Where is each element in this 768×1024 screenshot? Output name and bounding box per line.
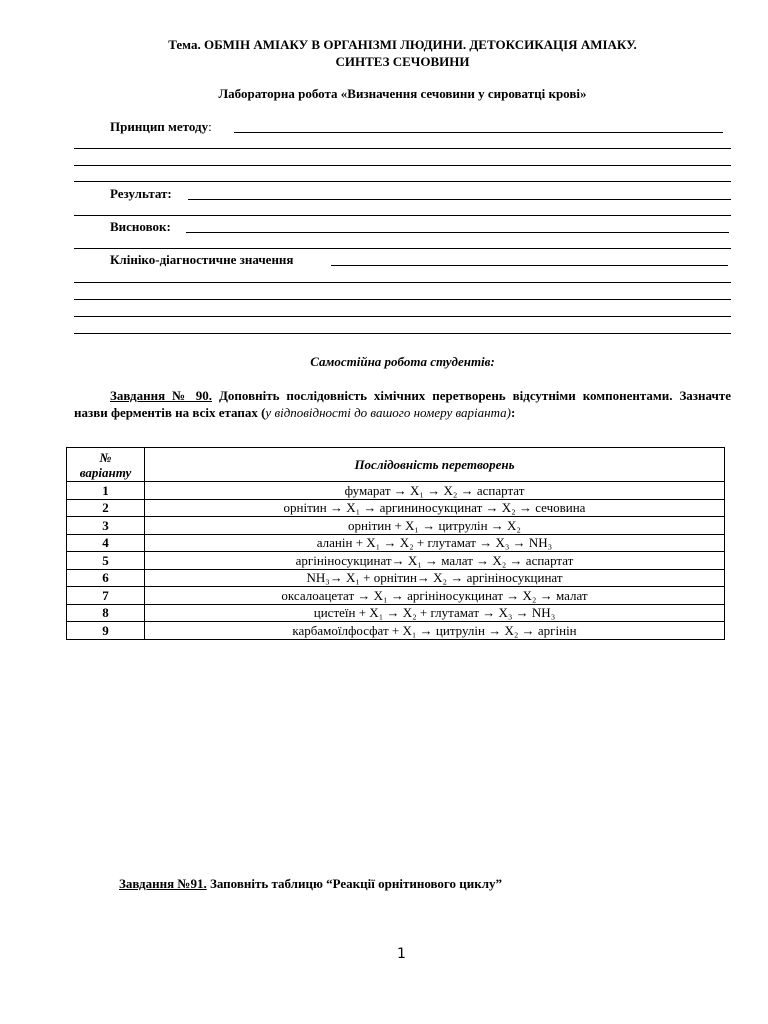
answer-line[interactable] <box>74 316 731 317</box>
table-row <box>67 569 725 587</box>
row-num: 7 <box>67 587 145 605</box>
page-title <box>0 36 768 70</box>
row-num: 1 <box>67 482 145 500</box>
task-90 <box>74 387 731 421</box>
self-work-title: Самостійна робота студентів: <box>310 354 495 369</box>
topic-line2: СИНТЕЗ СЕЧОВИНИ <box>335 54 470 69</box>
table-row <box>67 587 725 605</box>
task-90-italic: у відповідності до вашого номеру варіанта) <box>265 405 511 420</box>
answer-line[interactable] <box>74 215 731 216</box>
row-seq: орнітин + X₁ → цитрулін → X₂ <box>145 517 725 535</box>
answer-line[interactable] <box>74 165 731 166</box>
header-num: № варіанту <box>67 448 145 482</box>
row-seq: цистеїн + X₁ → X₂ + глутамат → X₃ → NH₃ <box>145 604 725 622</box>
task-90-number: Завдання № 90. <box>110 388 213 403</box>
principle-line[interactable] <box>234 132 723 133</box>
table-row <box>67 552 725 570</box>
task-90-text: Доповніть послідовність хімічних перетворень відсутніми компонентами. Зазначте назви ферментів на всіх етапах ( <box>74 388 731 420</box>
clinical-line[interactable] <box>331 265 728 266</box>
answer-line[interactable] <box>74 248 731 249</box>
answer-line[interactable] <box>74 299 731 300</box>
row-num: 4 <box>67 534 145 552</box>
page-number: 1 <box>397 946 406 962</box>
header-seq: Послідовність перетворень <box>145 448 725 482</box>
table-row <box>67 534 725 552</box>
row-num: 6 <box>67 569 145 587</box>
row-seq: аргініносукцинат→ X₁ → малат → X₂ → аспартат <box>145 552 725 570</box>
lab-title: Лабораторна робота «Визначення сечовини у сироватці крові» <box>218 86 587 101</box>
table-header-row <box>67 448 725 482</box>
row-num: 3 <box>67 517 145 535</box>
task-91 <box>119 876 502 892</box>
topic-line1: ОБМІН АМІАКУ В ОРГАНІЗМІ ЛЮДИНИ. ДЕТОКСИКАЦІЯ АМІАКУ. <box>200 37 637 52</box>
task-90-end: : <box>510 405 516 420</box>
row-seq: аланін + X₁ → X₂ + глутамат → X₃ → NH₃ <box>145 534 725 552</box>
row-num: 5 <box>67 552 145 570</box>
row-seq: орнітин → X₁ → аргининосукцинат → X₂ → сечовина <box>145 499 725 517</box>
row-seq: оксалоацетат → X₁ → аргініносукцинат → X₂ → малат <box>145 587 725 605</box>
row-seq: карбамоїлфосфат + X₁ → цитрулін → X₂ → аргінін <box>145 622 725 640</box>
row-num: 8 <box>67 604 145 622</box>
answer-line[interactable] <box>74 333 731 334</box>
table-row <box>67 517 725 535</box>
table-row <box>67 604 725 622</box>
task-91-number: Завдання №91. <box>119 876 207 891</box>
answer-line[interactable] <box>74 148 731 149</box>
principle-label: Принцип методу: <box>110 119 212 134</box>
row-num: 2 <box>67 499 145 517</box>
table-row <box>67 482 725 500</box>
task-91-text: Заповніть таблицю “Реакції орнітинового циклу” <box>206 876 503 891</box>
row-num: 9 <box>67 622 145 640</box>
row-seq: NH₃→ X₁ + орнітин→ X₂ → аргініносукцинат <box>145 569 725 587</box>
answer-line[interactable] <box>74 181 731 182</box>
variants-table <box>66 447 725 640</box>
answer-line[interactable] <box>74 282 731 283</box>
conclusion-label: Висновок: <box>110 219 171 234</box>
result-label: Результат: <box>110 186 172 201</box>
table-row <box>67 499 725 517</box>
conclusion-line[interactable] <box>186 232 729 233</box>
topic-prefix: Тема. <box>168 37 201 52</box>
table-row <box>67 622 725 640</box>
row-seq: фумарат → X₁ → X₂ → аспартат <box>145 482 725 500</box>
clinical-label: Клініко-діагностичне значення <box>110 252 294 267</box>
result-line[interactable] <box>188 199 731 200</box>
